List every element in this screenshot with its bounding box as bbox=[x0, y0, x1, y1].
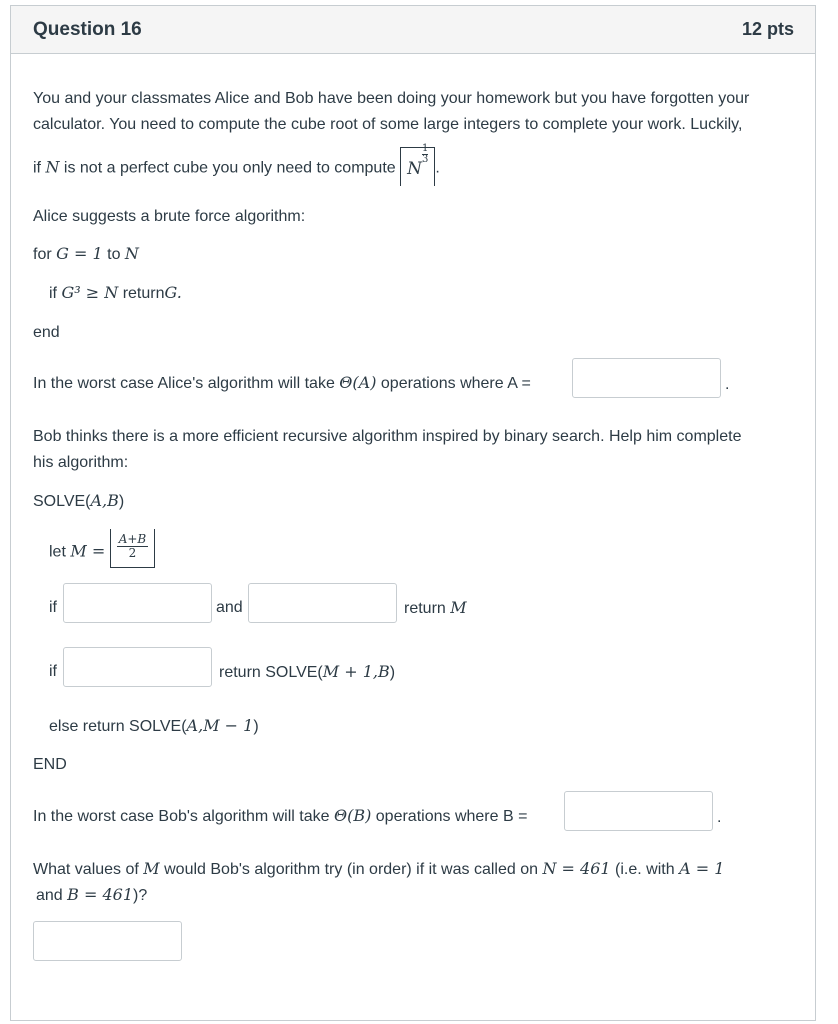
if2-return bbox=[219, 659, 395, 686]
bob-line-2: his algorithm: bbox=[33, 454, 129, 471]
alice-if-line bbox=[49, 280, 182, 307]
to-keyword: to bbox=[107, 246, 121, 263]
final-expr-b: B = 461 bbox=[67, 885, 134, 904]
exp-den: 3 bbox=[422, 154, 429, 165]
bob-period: . bbox=[717, 809, 722, 826]
for-keyword: for bbox=[33, 246, 52, 263]
final-expr-n: N = 461 bbox=[542, 859, 611, 878]
final-var-m: M bbox=[143, 859, 160, 878]
if1-condition-a-input[interactable] bbox=[63, 583, 212, 623]
if1-condition-b-input[interactable] bbox=[248, 583, 397, 623]
question-header bbox=[11, 6, 815, 54]
alice-answer-input[interactable] bbox=[572, 358, 721, 398]
alice-for-line bbox=[33, 241, 139, 268]
floor-expression bbox=[110, 529, 156, 568]
let-keyword: let bbox=[49, 543, 66, 561]
bob-line-1: Bob thinks there is a more efficient recursive algorithm inspired by binary search. Help him complete bbox=[33, 428, 742, 445]
intro-line-3-pre: if bbox=[33, 159, 41, 177]
else-close: ) bbox=[253, 718, 259, 735]
return-m: M bbox=[450, 598, 467, 617]
else-pre: else return SOLVE( bbox=[49, 718, 187, 735]
final-expr-a: A = 1 bbox=[679, 859, 725, 878]
final-and: and bbox=[36, 887, 63, 904]
solve-keyword: SOLVE( bbox=[33, 493, 91, 510]
let-line bbox=[49, 533, 155, 572]
fraction-numerator: A+B bbox=[118, 532, 147, 546]
alice-worst-post: operations where A = bbox=[380, 375, 531, 392]
fraction bbox=[117, 533, 149, 560]
question-points: 12 pts bbox=[741, 19, 794, 39]
final-end: )? bbox=[133, 887, 148, 904]
final-paren: (i.e. with bbox=[615, 861, 675, 878]
and-keyword: and bbox=[216, 599, 243, 616]
alice-worst-pre: In the worst case Alice's algorithm will take bbox=[33, 375, 335, 392]
final-line-2 bbox=[36, 882, 147, 909]
final-answer-input[interactable] bbox=[33, 921, 182, 961]
question-title: Question 16 bbox=[33, 19, 142, 40]
alice-period: . bbox=[725, 376, 730, 393]
intro-line-3-end: . bbox=[435, 159, 440, 177]
to-variable: N bbox=[124, 244, 139, 263]
ceil-expression bbox=[400, 143, 435, 186]
bob-answer-input[interactable] bbox=[564, 791, 713, 831]
return-solve-pre: return SOLVE( bbox=[219, 664, 323, 681]
solve-args: A,B bbox=[90, 491, 119, 510]
intro-line-2: calculator. You need to compute the cube root of some large integers to complete your work. Luckily, bbox=[33, 116, 743, 133]
if-expression: G³ ≥ N bbox=[61, 283, 119, 302]
alice-theta: Θ(A) bbox=[339, 373, 377, 392]
solve-header bbox=[33, 488, 124, 515]
final-line-1 bbox=[33, 856, 724, 883]
if1-keyword: if bbox=[49, 599, 57, 616]
return-keyword: return bbox=[122, 285, 165, 302]
bob-worst-pre: In the worst case Bob's algorithm will take bbox=[33, 808, 330, 825]
return-variable: G. bbox=[164, 283, 182, 302]
final-mid: would Bob's algorithm try (in order) if it was called on bbox=[164, 861, 538, 878]
else-args: A,M − 1 bbox=[186, 716, 254, 735]
intro-line-3 bbox=[33, 143, 440, 188]
let-variable: M = bbox=[70, 541, 106, 561]
intro-line-1: You and your classmates Alice and Bob have been doing your homework but you have forgotten your bbox=[33, 90, 750, 107]
bob-worst-case bbox=[33, 803, 527, 830]
else-line bbox=[49, 713, 259, 740]
bob-worst-post: operations where B = bbox=[375, 808, 528, 825]
intro-line-3-mid: is not a perfect cube you only need to compute bbox=[63, 159, 396, 177]
exp-num: 1 bbox=[422, 143, 429, 154]
alice-suggest: Alice suggests a brute force algorithm: bbox=[33, 208, 306, 225]
ceil-base: N bbox=[407, 159, 422, 179]
alice-worst-case bbox=[33, 370, 531, 397]
return-keyword-2: return bbox=[404, 600, 446, 617]
bob-end: END bbox=[33, 756, 67, 773]
solve-close: ) bbox=[118, 493, 125, 510]
for-expression: G = 1 bbox=[56, 244, 103, 263]
alice-end: end bbox=[33, 324, 60, 341]
if-keyword: if bbox=[49, 285, 57, 302]
fraction-denominator: 2 bbox=[128, 546, 137, 560]
if2-condition-input[interactable] bbox=[63, 647, 212, 687]
return-solve-args: M + 1,B bbox=[322, 662, 390, 681]
intro-var-n: N bbox=[45, 157, 60, 177]
bob-theta: Θ(B) bbox=[333, 806, 372, 825]
final-pre: What values of bbox=[33, 861, 139, 878]
return-solve-close: ) bbox=[389, 664, 396, 681]
if1-return bbox=[404, 595, 467, 622]
if2-keyword: if bbox=[49, 663, 57, 680]
ceil-exponent bbox=[422, 144, 428, 165]
